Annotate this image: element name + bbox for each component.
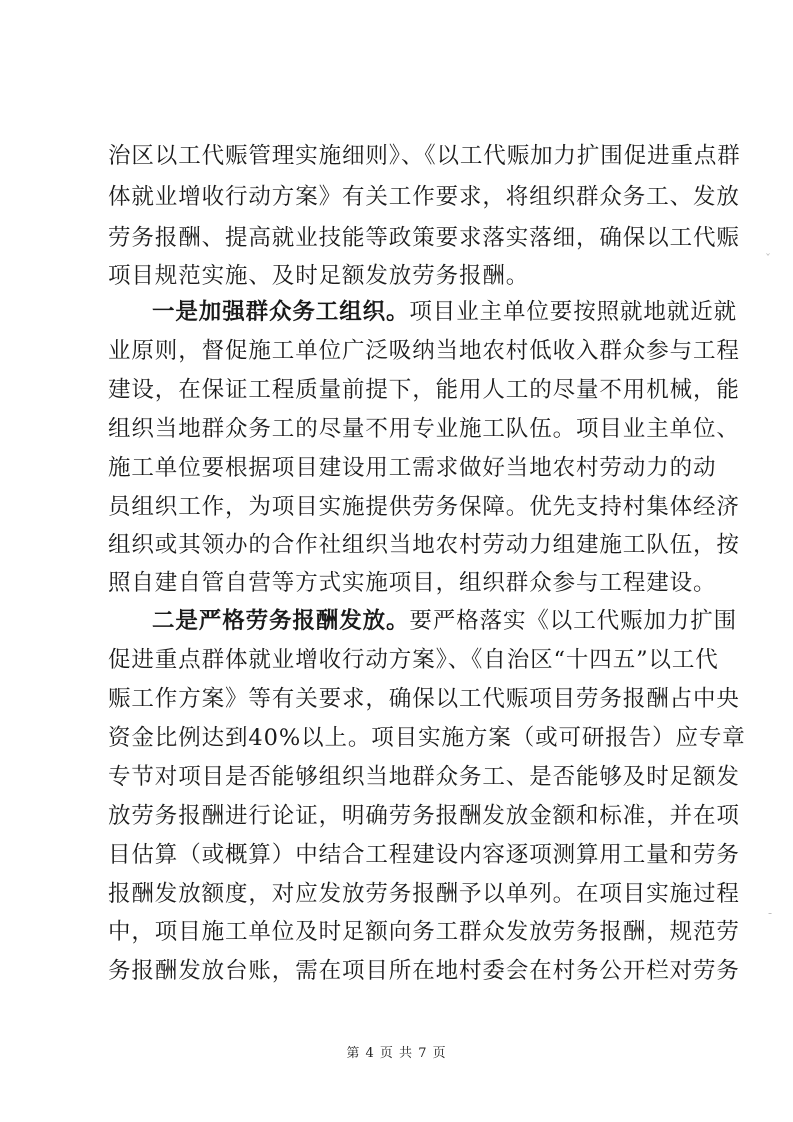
paragraph-3-line-7: 目估算（或概算）中结合工程建设内容逐项测算用工量和劳务	[108, 842, 740, 868]
paragraph-3-line-6: 放劳务报酬进行论证，明确劳务报酬发放金额和标准，并在项	[108, 803, 740, 829]
paragraph-3-line-1	[152, 604, 738, 638]
paragraph-1-line-3: 劳务报酬、提高就业技能等政策要求落实落细，确保以工代赈	[108, 225, 740, 251]
paragraph-3-line-8: 报酬发放额度，对应发放劳务报酬予以单列。在项目实施过程	[108, 881, 740, 907]
paragraph-2-line-1	[152, 295, 738, 329]
paragraph-2-line-2: 业原则，督促施工单位广泛吸纳当地农村低收入群众参与工程	[108, 338, 740, 364]
paragraph-2-line-4: 组织当地群众务工的尽量不用专业施工队伍。项目业主单位、	[108, 416, 740, 442]
paragraph-3-heading: 二是严格劳务报酬发放。	[152, 608, 410, 634]
paragraph-3-line-4: 资金比例达到40%以上。项目实施方案（或可研报告）应专章	[108, 725, 746, 751]
paragraph-1-line-4: 项目规范实施、及时足额发放劳务报酬。	[108, 263, 530, 289]
paragraph-2-heading: 一是加强群众务工组织。	[152, 299, 410, 325]
page-number-footer: 第 4 页 共 7 页	[346, 1046, 447, 1061]
paragraph-3-line-1-text: 要严格落实《以工代赈加力扩围	[409, 608, 738, 634]
paragraph-2-line-5: 施工单位要根据项目建设用工需求做好当地农村劳动力的动	[108, 455, 717, 481]
paragraph-3-line-2: 促进重点群体就业增收行动方案》、《自治区“十四五”以工代	[108, 647, 719, 673]
paragraph-3-line-5: 专节对项目是否能够组织当地群众务工、是否能够及时足额发	[108, 764, 740, 790]
paragraph-3-line-10: 务报酬发放台账，需在项目所在地村委会在村务公开栏对劳务	[108, 958, 740, 984]
scan-speck: ˇ	[765, 252, 771, 266]
paragraph-1-line-2: 体就业增收行动方案》有关工作要求，将组织群众务工、发放	[108, 184, 740, 210]
paragraph-2-line-7: 组织或其领办的合作社组织当地农村劳动力组建施工队伍，按	[108, 532, 740, 558]
paragraph-3-line-3: 赈工作方案》等有关要求，确保以工代赈项目劳务报酬占中央	[108, 686, 740, 712]
scan-speck: -	[768, 906, 773, 920]
paragraph-3-line-9: 中，项目施工单位及时足额向务工群众发放劳务报酬，规范劳	[108, 919, 740, 945]
paragraph-1-line-1: 治区以工代赈管理实施细则》、《以工代赈加力扩围促进重点群	[108, 143, 741, 169]
paragraph-2-line-1-text: 项目业主单位要按照就地就近就	[409, 299, 738, 325]
paragraph-2-line-8: 照自建自管自营等方式实施项目，组织群众参与工程建设。	[108, 570, 717, 596]
paragraph-2-line-6: 员组织工作，为项目实施提供劳务保障。优先支持村集体经济	[108, 494, 740, 520]
paragraph-2-line-3: 建设，在保证工程质量前提下，能用人工的尽量不用机械，能	[108, 377, 740, 403]
